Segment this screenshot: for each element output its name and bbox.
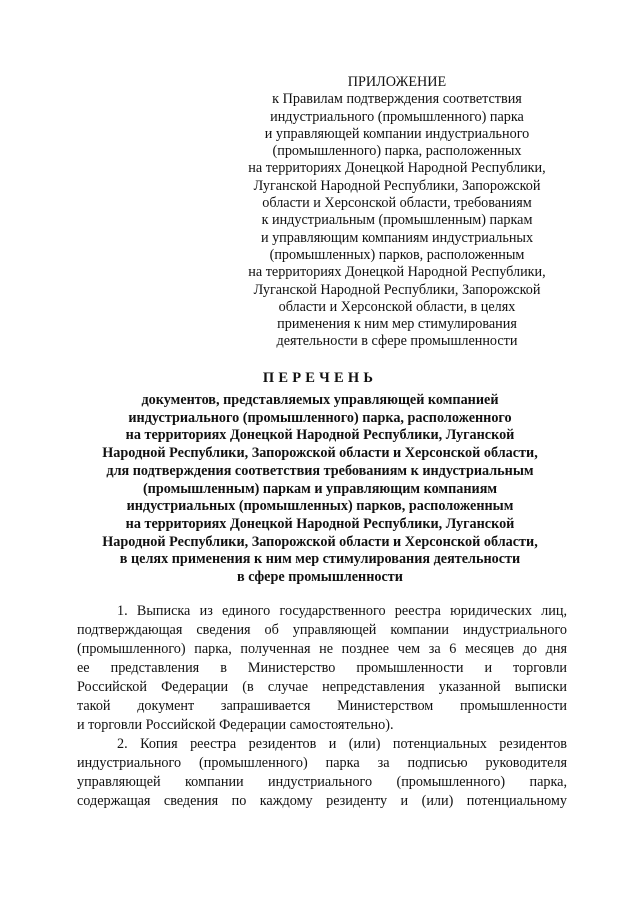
subtitle-line: в целях применения к ним мер стимулирования деятельности [119, 551, 521, 568]
subtitle-line: в сфере промышленности [237, 569, 403, 586]
paragraph-line: содержащая сведения по каждому резиденту и (или) потенциальному [77, 793, 567, 809]
appendix-line: применения к ним мер стимулирования [277, 316, 517, 333]
appendix-line: на территориях Донецкой Народной Республики, [248, 160, 546, 177]
appendix-line: индустриального (промышленного) парка [270, 108, 524, 125]
paragraph-line: (промышленного) парка, полученная не позднее чем за 6 месяцев до дня [77, 641, 567, 657]
paragraph-line: ее представления в Министерство промышленности и торговли [77, 660, 567, 676]
appendix-line: к Правилам подтверждения соответствия [272, 91, 522, 108]
appendix-line: и управляющей компании индустриального [264, 125, 530, 142]
subtitle-line: индустриальных (промышленных) парков, расположенным [126, 498, 514, 515]
appendix-header [232, 74, 562, 351]
list-subtitle [60, 392, 580, 587]
list-title: ПЕРЕЧЕНЬ [262, 370, 378, 386]
appendix-line: области и Херсонской области, требованиям [262, 195, 532, 212]
subtitle-line: индустриального (промышленного) парка, расположенного [128, 409, 512, 426]
paragraph-item-2 [77, 735, 567, 811]
subtitle-line: на территориях Донецкой Народной Республики, Луганской [125, 515, 515, 532]
subtitle-line: на территориях Донецкой Народной Республики, Луганской [125, 427, 515, 444]
appendix-line: на территориях Донецкой Народной Республики, [248, 264, 546, 281]
appendix-line: (промышленного) парка, расположенных [272, 143, 522, 160]
subtitle-line: Народной Республики, Запорожской области и Херсонской области, [102, 445, 538, 462]
paragraph-line: индустриального (промышленного) парка за подписью руководителя [77, 755, 567, 771]
document-body [77, 602, 567, 811]
subtitle-line: документов, представляемых управляющей компанией [141, 392, 499, 408]
paragraph-line: 1. Выписка из единого государственного реестра юридических лиц, [117, 603, 567, 619]
subtitle-line: для подтверждения соответствия требованиям к индустриальным [106, 462, 534, 479]
appendix-line: области и Херсонской области, в целях [278, 298, 516, 315]
paragraph-line: управляющей компании индустриального (промышленного) парка, [77, 774, 567, 790]
appendix-line: Луганской Народной Республики, Запорожской [253, 281, 541, 298]
appendix-line: и управляющим компаниям индустриальных [260, 229, 534, 246]
subtitle-line: Народной Республики, Запорожской области и Херсонской области, [102, 533, 538, 550]
subtitle-line: (промышленным) паркам и управляющим компаниям [142, 480, 498, 497]
paragraph-line: и торговли Российской Федерации самостоятельно). [77, 717, 394, 733]
appendix-line: деятельности в сфере промышленности [276, 333, 518, 350]
appendix-line: (промышленных) парков, расположенным [269, 246, 525, 263]
paragraph-line: Российской Федерации (в случае непредставления указанной выписки [77, 679, 567, 695]
paragraph-line: подтверждающая сведения об управляющей компании индустриального [77, 622, 567, 638]
paragraph-line: такой документ запрашивается Министерством промышленности [77, 698, 567, 714]
appendix-heading: ПРИЛОЖЕНИЕ [347, 74, 447, 90]
appendix-line: Луганской Народной Республики, Запорожской [253, 177, 541, 194]
paragraph-line: 2. Копия реестра резидентов и (или) потенциальных резидентов [117, 736, 567, 752]
appendix-line: к индустриальным (промышленным) паркам [261, 212, 533, 229]
paragraph-item-1 [77, 602, 567, 735]
